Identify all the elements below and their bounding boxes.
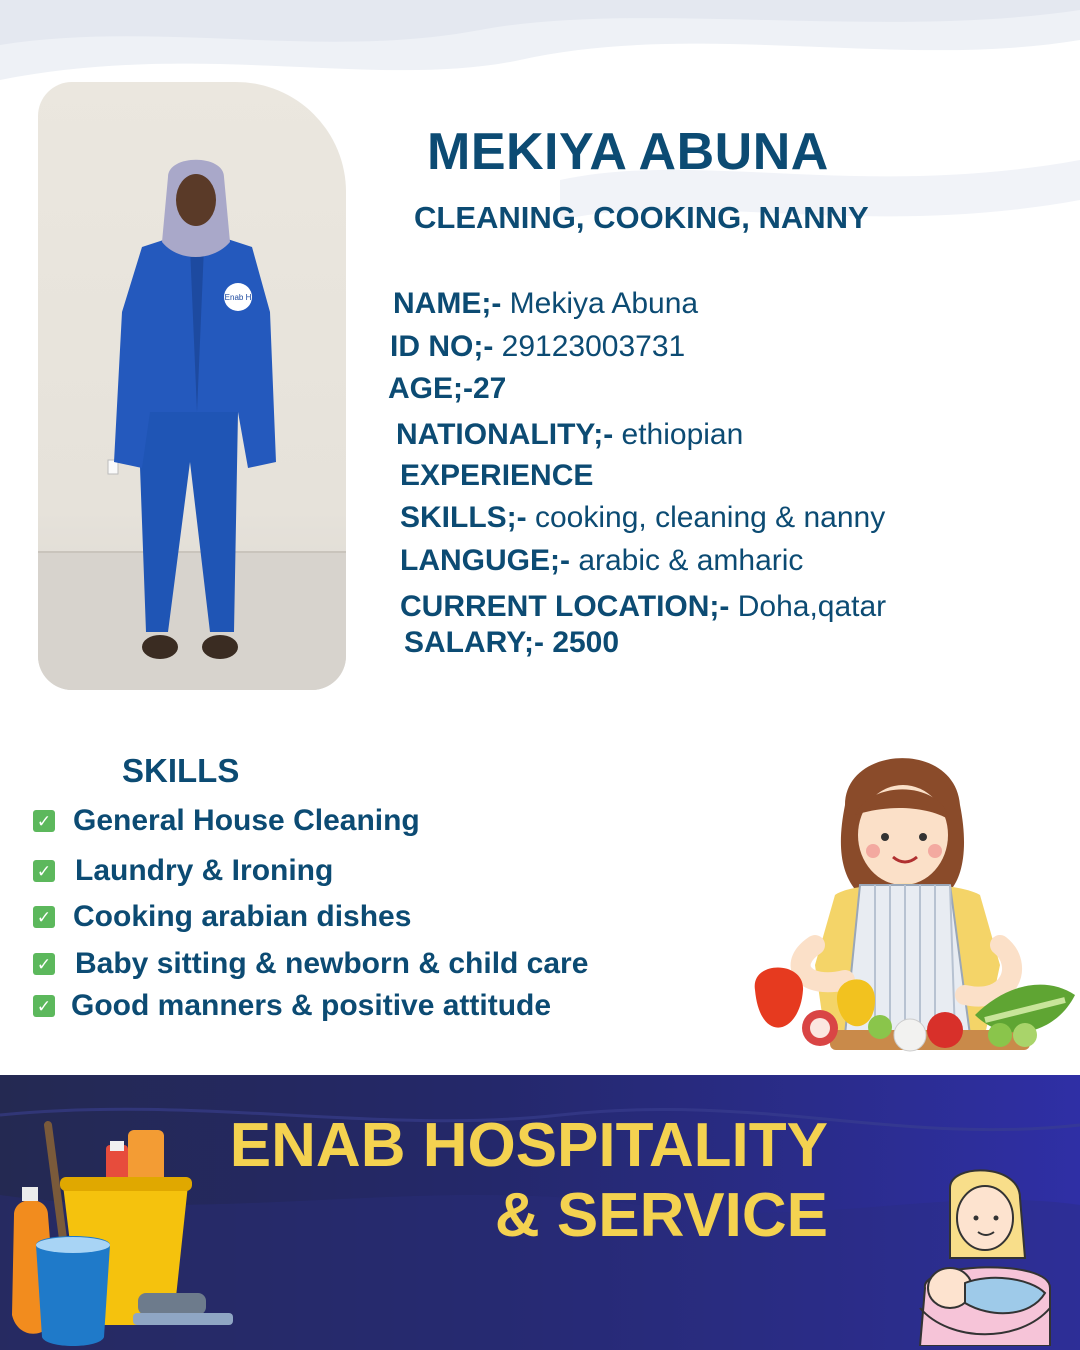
detail-language <box>400 544 803 578</box>
photo-badge: Enab H <box>224 293 252 302</box>
detail-label: LANGUGE;- <box>400 544 570 577</box>
detail-value: Mekiya Abuna <box>501 287 699 320</box>
brand-name-line-1: ENAB HOSPITALITY <box>229 1111 828 1180</box>
skill-label: Baby sitting & newborn & child care <box>75 947 589 980</box>
skill-item <box>33 946 588 982</box>
check-icon: ✓ <box>33 906 55 928</box>
detail-value: Doha,qatar <box>729 590 887 623</box>
detail-skills <box>400 501 885 535</box>
detail-salary <box>404 626 619 660</box>
detail-experience <box>400 459 593 493</box>
detail-label: NATIONALITY;- <box>396 418 614 451</box>
detail-value: cooking, cleaning & nanny <box>526 501 886 534</box>
skill-label: Cooking arabian dishes <box>73 900 412 933</box>
check-icon: ✓ <box>33 860 55 882</box>
check-icon: ✓ <box>33 953 55 975</box>
skill-label: General House Cleaning <box>73 804 420 837</box>
skills-heading: SKILLS <box>122 752 240 789</box>
check-icon: ✓ <box>33 995 55 1017</box>
detail-location <box>400 590 886 624</box>
skill-item <box>33 899 411 935</box>
detail-label: AGE;-27 <box>388 372 507 405</box>
detail-id <box>390 330 685 364</box>
detail-age <box>388 372 506 406</box>
detail-label: EXPERIENCE <box>400 459 594 492</box>
mother-baby-illustration <box>910 1168 1060 1346</box>
profile-photo <box>38 82 346 690</box>
cooking-woman-illustration <box>745 745 1077 1067</box>
check-icon: ✓ <box>33 810 55 832</box>
cleaning-bucket-illustration <box>8 1115 233 1350</box>
detail-value: ethiopian <box>613 418 744 451</box>
detail-name <box>393 287 698 321</box>
detail-label: NAME;- <box>393 287 502 320</box>
skill-label: Good manners & positive attitude <box>71 989 552 1022</box>
detail-nationality <box>396 418 743 452</box>
detail-value: 29123003731 <box>493 330 686 363</box>
role-summary: CLEANING, COOKING, NANNY <box>414 200 869 235</box>
skill-item <box>33 988 551 1024</box>
detail-label: CURRENT LOCATION;- <box>400 590 730 623</box>
skill-label: Laundry & Ironing <box>75 854 334 887</box>
detail-value: arabic & amharic <box>569 544 804 577</box>
candidate-name: MEKIYA ABUNA <box>427 123 829 181</box>
detail-label: SKILLS;- <box>400 501 527 534</box>
detail-label: SALARY;- 2500 <box>404 626 620 659</box>
skill-item <box>33 853 333 889</box>
brand-name-line-2: & SERVICE <box>494 1181 828 1250</box>
detail-label: ID NO;- <box>390 330 494 363</box>
skill-item <box>33 803 420 839</box>
